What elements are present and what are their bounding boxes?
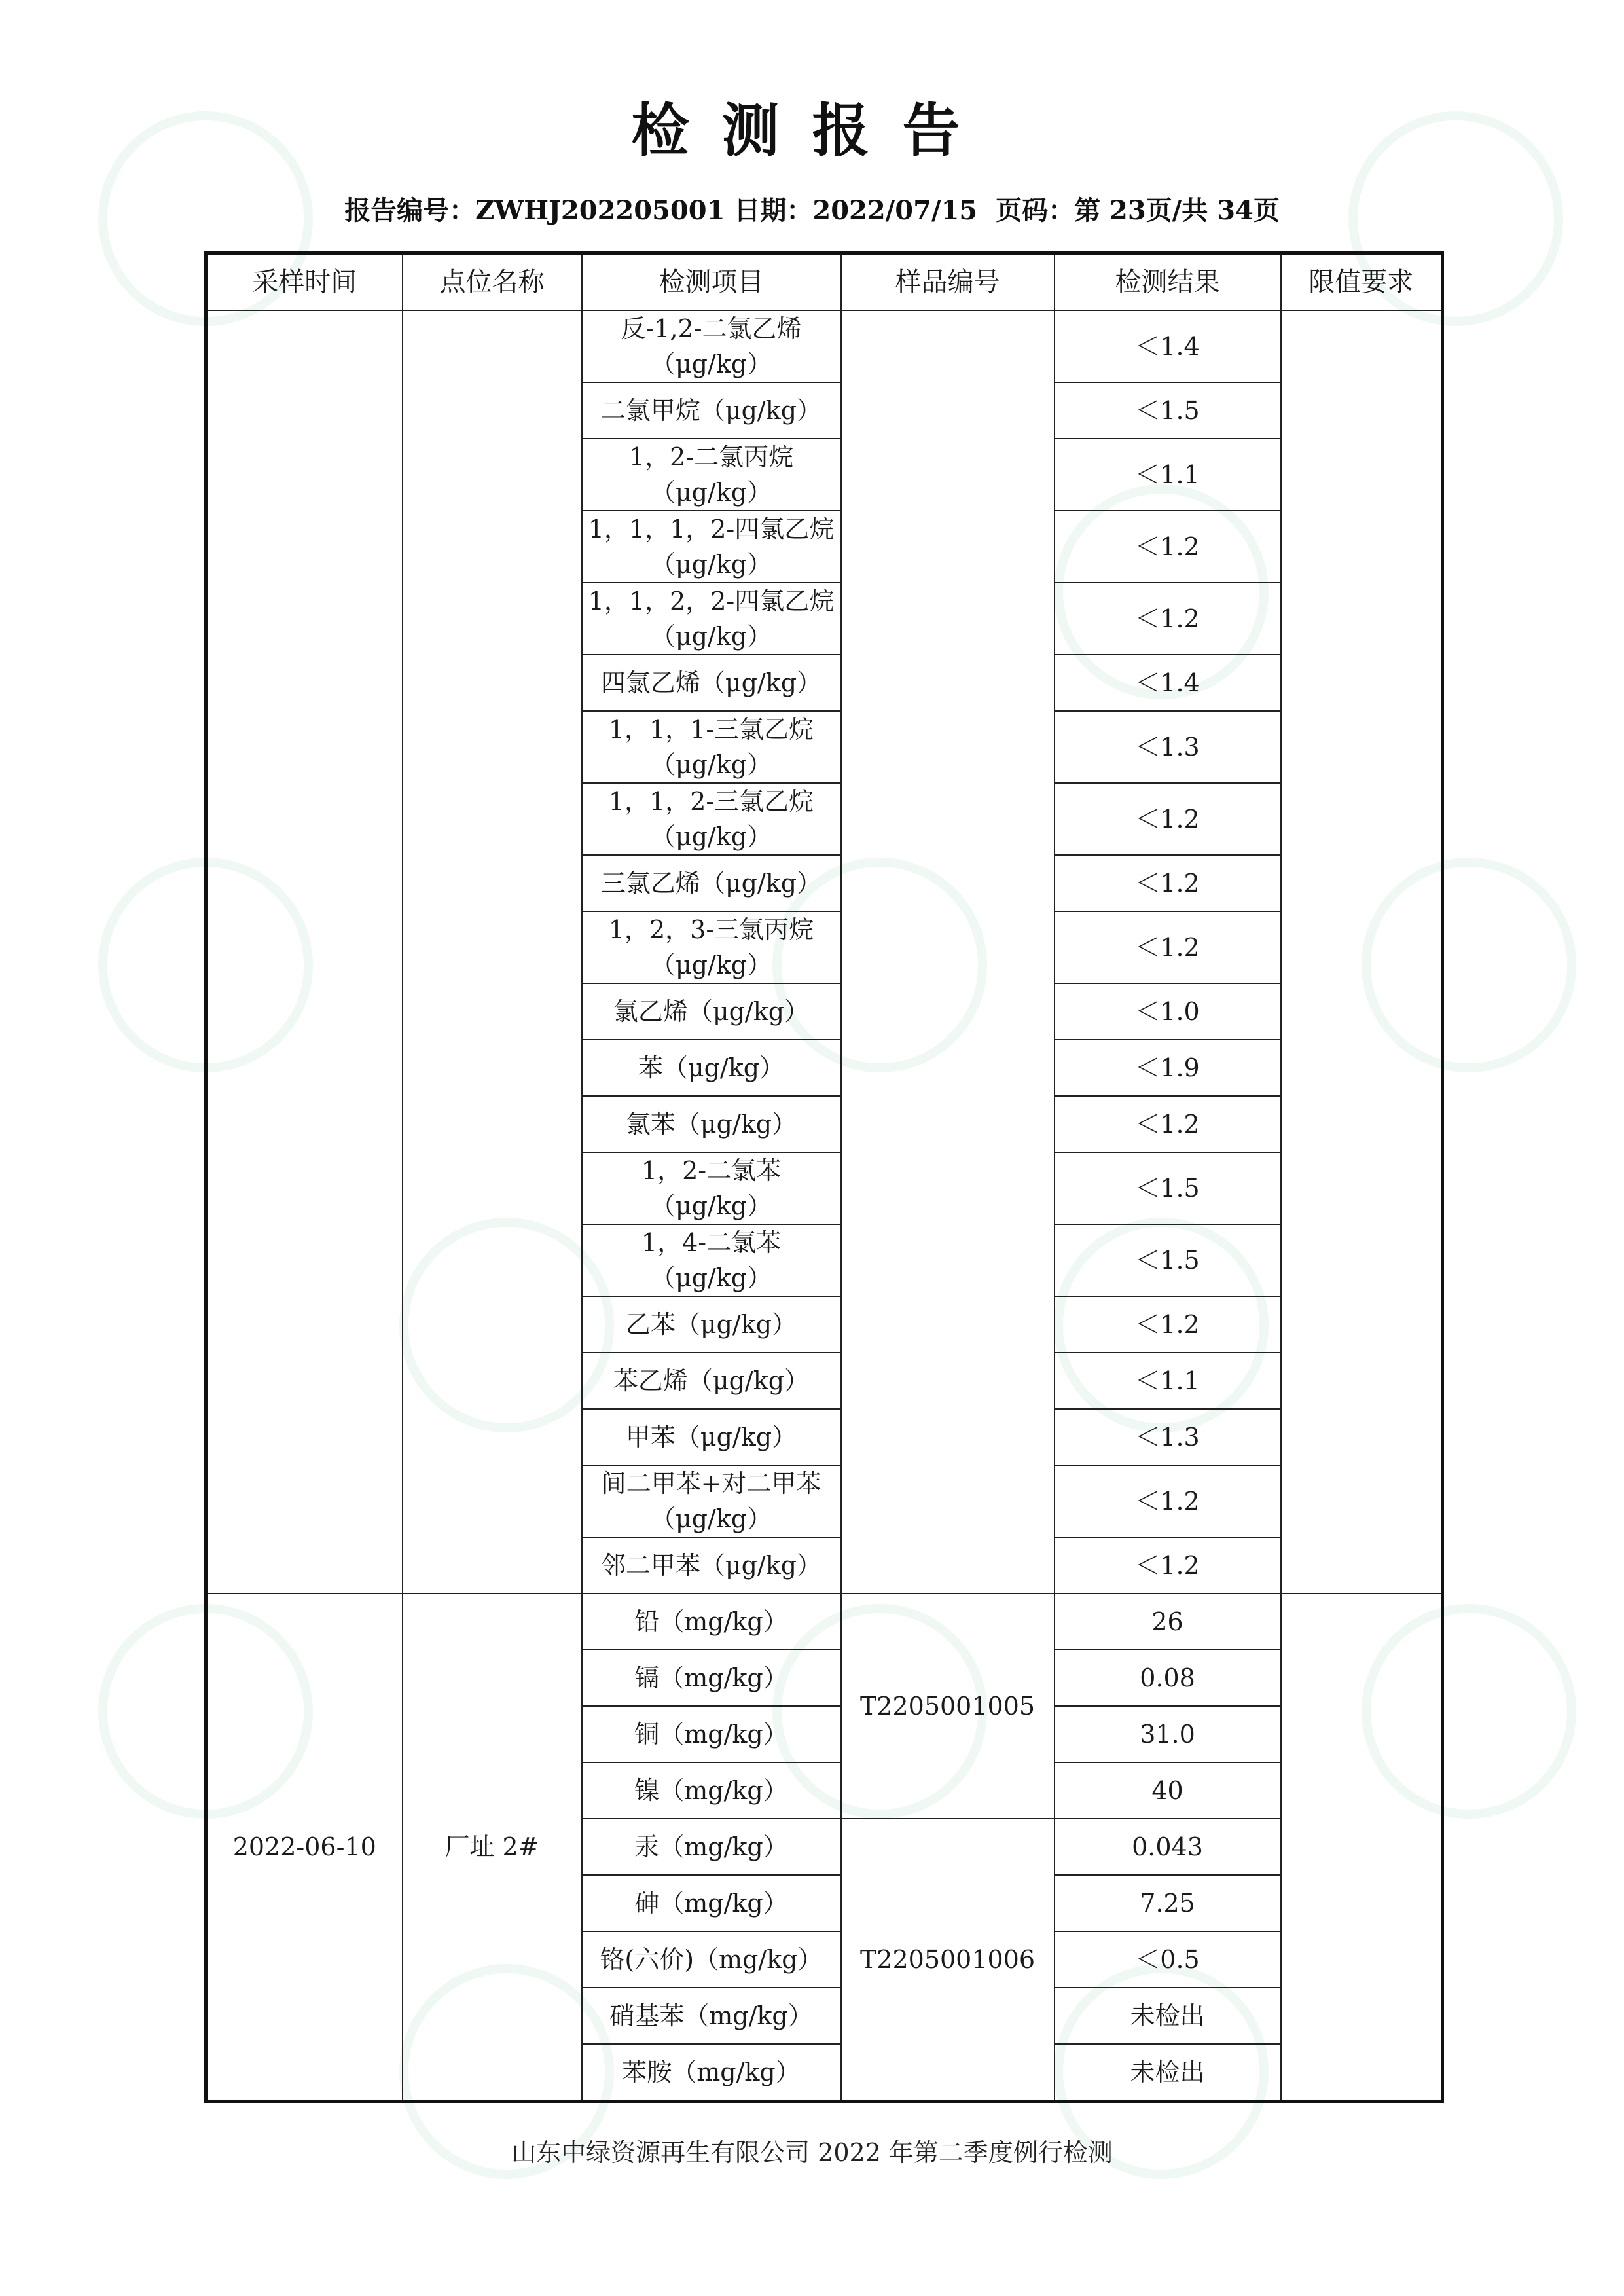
report-footer: 山东中绿资源再生有限公司 2022 年第二季度例行检测 (511, 2138, 1113, 2167)
test-item: 乙苯（μg/kg） (582, 1296, 841, 1353)
sampling-time-cell (206, 310, 403, 1594)
test-result: 7.25 (1055, 1875, 1281, 1931)
test-result: ＜1.2 (1055, 1296, 1281, 1353)
test-item: 氯乙烯（μg/kg） (582, 983, 841, 1040)
test-result: ＜1.1 (1055, 1353, 1281, 1409)
report-date: 日期：2022/07/15 (734, 195, 996, 226)
test-result: ＜1.2 (1055, 1537, 1281, 1594)
site-name-cell: 厂址 2# (403, 1594, 582, 2102)
test-result: ＜1.0 (1055, 983, 1281, 1040)
results-table (204, 251, 1444, 2103)
test-item: 铅（mg/kg） (582, 1594, 841, 1650)
test-result: ＜1.4 (1055, 310, 1281, 382)
test-result: ＜1.1 (1055, 439, 1281, 511)
test-result: ＜1.5 (1055, 1152, 1281, 1224)
test-result: ＜1.3 (1055, 1409, 1281, 1465)
test-result: ＜1.2 (1055, 1096, 1281, 1152)
test-result: ＜1.5 (1055, 1224, 1281, 1296)
test-item: 苯乙烯（μg/kg） (582, 1353, 841, 1409)
header-test-result: 检测结果 (1055, 253, 1281, 311)
test-item: 铬(六价)（mg/kg） (582, 1931, 841, 1988)
sample-number-cell: T2205001006 (841, 1819, 1055, 2102)
test-result: ＜1.4 (1055, 655, 1281, 711)
test-result: ＜1.2 (1055, 511, 1281, 583)
test-item: 1，2，3-三氯丙烷（μg/kg） (582, 911, 841, 983)
test-item: 四氯乙烯（μg/kg） (582, 655, 841, 711)
header-limit-requirement: 限值要求 (1281, 253, 1443, 311)
test-result: ＜1.2 (1055, 583, 1281, 655)
header-sampling-time: 采样时间 (206, 253, 403, 311)
test-item: 汞（mg/kg） (582, 1819, 841, 1875)
test-item: 苯（μg/kg） (582, 1040, 841, 1096)
test-item: 1，2-二氯苯（μg/kg） (582, 1152, 841, 1224)
test-item: 1，1，1-三氯乙烷（μg/kg） (582, 711, 841, 783)
test-result: ＜1.9 (1055, 1040, 1281, 1096)
test-result: ＜0.5 (1055, 1931, 1281, 1988)
header-sample-number: 样品编号 (841, 253, 1055, 311)
report-number: 报告编号：ZWHJ202205001 (344, 195, 734, 226)
test-result: ＜1.2 (1055, 911, 1281, 983)
test-item: 间二甲苯+对二甲苯（μg/kg） (582, 1465, 841, 1537)
test-item: 三氯乙烯（μg/kg） (582, 855, 841, 911)
test-item: 1，1，2-三氯乙烷（μg/kg） (582, 783, 841, 855)
test-result: 0.043 (1055, 1819, 1281, 1875)
test-item: 镉（mg/kg） (582, 1650, 841, 1706)
test-item: 砷（mg/kg） (582, 1875, 841, 1931)
header-test-item: 检测项目 (582, 253, 841, 311)
test-item: 邻二甲苯（μg/kg） (582, 1537, 841, 1594)
test-result: ＜1.2 (1055, 1465, 1281, 1537)
sample-number-cell (841, 310, 1055, 1594)
limit-cell (1281, 310, 1443, 1594)
test-item: 1，1，1，2-四氯乙烷（μg/kg） (582, 511, 841, 583)
test-item: 苯胺（mg/kg） (582, 2044, 841, 2102)
test-item: 铜（mg/kg） (582, 1706, 841, 1762)
test-result: 26 (1055, 1594, 1281, 1650)
table-header-row (206, 253, 1443, 311)
test-item: 二氯甲烷（μg/kg） (582, 382, 841, 439)
test-item: 1，4-二氯苯（μg/kg） (582, 1224, 841, 1296)
table-row (206, 1594, 1443, 1650)
site-name-cell (403, 310, 582, 1594)
test-item: 甲苯（μg/kg） (582, 1409, 841, 1465)
report-page-number: 页码：第 23页/共 34页 (996, 195, 1280, 226)
header-site-name: 点位名称 (403, 253, 582, 311)
table-row (206, 310, 1443, 382)
report-meta (0, 191, 1624, 230)
test-result: 未检出 (1055, 1988, 1281, 2044)
test-result: 40 (1055, 1762, 1281, 1819)
test-result: ＜1.2 (1055, 783, 1281, 855)
test-item: 1，2-二氯丙烷（μg/kg） (582, 439, 841, 511)
test-item: 反-1,2-二氯乙烯（μg/kg） (582, 310, 841, 382)
test-item: 氯苯（μg/kg） (582, 1096, 841, 1152)
test-result: ＜1.3 (1055, 711, 1281, 783)
test-result: ＜1.5 (1055, 382, 1281, 439)
test-item: 镍（mg/kg） (582, 1762, 841, 1819)
test-result: ＜1.2 (1055, 855, 1281, 911)
limit-cell (1281, 1594, 1443, 2102)
test-item: 硝基苯（mg/kg） (582, 1988, 841, 2044)
test-result: 0.08 (1055, 1650, 1281, 1706)
sampling-time-cell: 2022-06-10 (206, 1594, 403, 2102)
test-result: 31.0 (1055, 1706, 1281, 1762)
test-item: 1，1，2，2-四氯乙烷（μg/kg） (582, 583, 841, 655)
report-title: 检测报告 (631, 97, 993, 164)
sample-number-cell: T2205001005 (841, 1594, 1055, 1819)
test-result: 未检出 (1055, 2044, 1281, 2102)
